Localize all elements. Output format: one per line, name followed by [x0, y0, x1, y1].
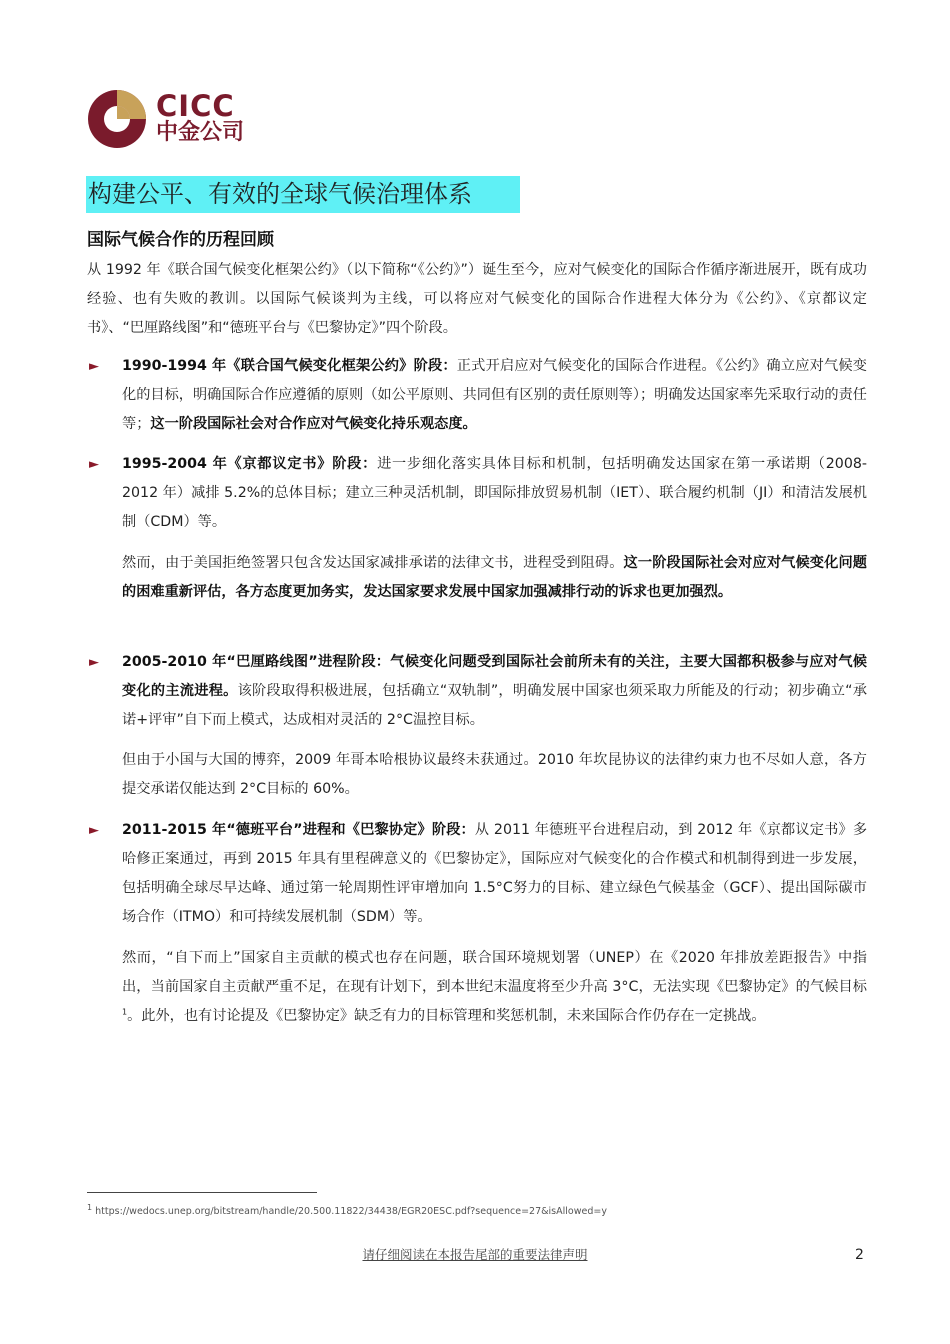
bullet-2-sub-bold: 这一阶段国际社会对应对气候变化问题的困难重新评估，各方态度更加务实，发达国家要求发展中国家加强减排行动的诉求也更加强烈。: [122, 555, 867, 600]
bullet-4-paragraph: [122, 816, 867, 932]
intro-paragraph: 从 1992 年《联合国气候变化框架公约》（以下简称“《公约》”）诞生至今，应对气候变化的国际合作循序渐进展开，既有成功经验、也有失败的教训。以国际气候谈判为主线，可以将应对气候变化的国际合作进程大体分为《公约》、《京都议定书》、“巴厘路线图”和“德班平台与《巴黎协定》”四个阶段。: [87, 262, 867, 336]
logo-english-text: CICC: [156, 89, 235, 123]
bullet-2-sub-paragraph: [122, 549, 867, 607]
bullet-4-text: 从 2011 年德班平台进程启动，到 2012 年《京都议定书》多哈修正案通过，再到 2015 年具有里程碑意义的《巴黎协定》，国际应对气候变化的合作模式和机制得到进一步发展，包括明确全球尽早达峰、通过第一轮周期性评审增加向 1.5°C努力的目标、建立绿色气候基金（GCF）、提出国际碳市场合作（ITMO）和可持续发展机制（SDM）等。: [122, 822, 868, 925]
bullet-2-lead: 1995-2004 年《京都议定书》阶段：: [122, 456, 378, 472]
footnote-link[interactable]: https://wedocs.unep.org/bitstream/handle/20.500.11822/34438/EGR20ESC.pdf?sequence=27&isAllowed=y: [95, 1206, 607, 1217]
footnote-reference[interactable]: 1: [122, 1007, 128, 1017]
bullet-arrow-icon: ►: [89, 655, 99, 670]
bullet-3-text: 该阶段取得积极进展，包括确立“双轨制”，明确发展中国家也须采取力所能及的行动；初步确立“承诺+评审”自下而上模式，达成相对灵活的 2°C温控目标。: [122, 683, 867, 728]
subheading: 国际气候合作的历程回顾: [87, 230, 274, 250]
bullet-3-paragraph: [122, 648, 867, 735]
bullet-arrow-icon: ►: [89, 359, 99, 374]
bullet-3-lead: 2005-2010 年“巴厘路线图”进程阶段：气候变化问题受到国际社会前所未有的关注，主要大国都积极参与应对气候变化的主流进程。: [122, 654, 867, 699]
cicc-logo: [86, 88, 266, 152]
footnote-divider: [87, 1192, 317, 1193]
bullet-arrow-icon: ►: [89, 823, 99, 838]
bullet-2-paragraph: [122, 450, 867, 537]
bullet-1-tail: 这一阶段国际社会对合作应对气候变化持乐观态度。: [150, 416, 477, 432]
bullet-4-sub-text: 然而，“自下而上”国家自主贡献的模式也存在问题，联合国环境规划署（UNEP）在《2020 年排放差距报告》中指出，当前国家自主贡献严重不足，在现有计划下，到本世纪末温度将至少升高 3°C，无法实现《巴黎协定》的气候目标: [122, 950, 867, 995]
cicc-logo-mark-icon: [86, 88, 148, 150]
bullet-4-lead: 2011-2015 年“德班平台”进程和《巴黎协定》阶段：: [122, 822, 475, 838]
bullet-4-sub-text-2: 。此外，也有讨论提及《巴黎协定》缺乏有力的目标管理和奖惩机制，未来国际合作仍存在一定挑战。: [127, 1008, 766, 1024]
legal-disclaimer: [0, 1247, 950, 1263]
bullet-2-text: 进一步细化落实具体目标和机制，包括明确发达国家在第一承诺期（2008-2012 年）减排 5.2%的总体目标；建立三种灵活机制，即国际排放贸易机制（IET）、联合履约机制（JI）和清洁发展机制（CDM）等。: [122, 456, 867, 530]
bullet-1-lead: 1990-1994 年《联合国气候变化框架公约》阶段：: [122, 358, 457, 374]
bullet-arrow-icon: ►: [89, 457, 99, 472]
section-title: 构建公平、有效的全球气候治理体系: [86, 176, 520, 213]
bullet-2-sub-text: 然而，由于美国拒绝签署只包含发达国家减排承诺的法律文书，进程受到阻碍。: [122, 555, 624, 571]
footnote: [87, 1202, 607, 1218]
bullet-1-text: 正式开启应对气候变化的国际合作进程。《公约》确立应对气候变化的目标，明确国际合作应遵循的原则（如公平原则、共同但有区别的责任原则等）；明确发达国家率先采取行动的责任等；: [122, 358, 867, 432]
bullet-3-sub-paragraph: 但由于小国与大国的博弈，2009 年哥本哈根协议最终未获通过。2010 年坎昆协议的法律约束力也不尽如人意，各方提交承诺仅能达到 2°C目标的 60%。: [122, 752, 867, 797]
logo-chinese-text: 中金公司: [156, 120, 245, 145]
bullet-4-sub-paragraph: [122, 944, 867, 1031]
footnote-marker: 1: [87, 1202, 93, 1212]
legal-disclaimer-link[interactable]: 请仔细阅读在本报告尾部的重要法律声明: [362, 1247, 588, 1262]
page-number: 2: [855, 1247, 864, 1263]
bullet-1-paragraph: [122, 352, 867, 439]
